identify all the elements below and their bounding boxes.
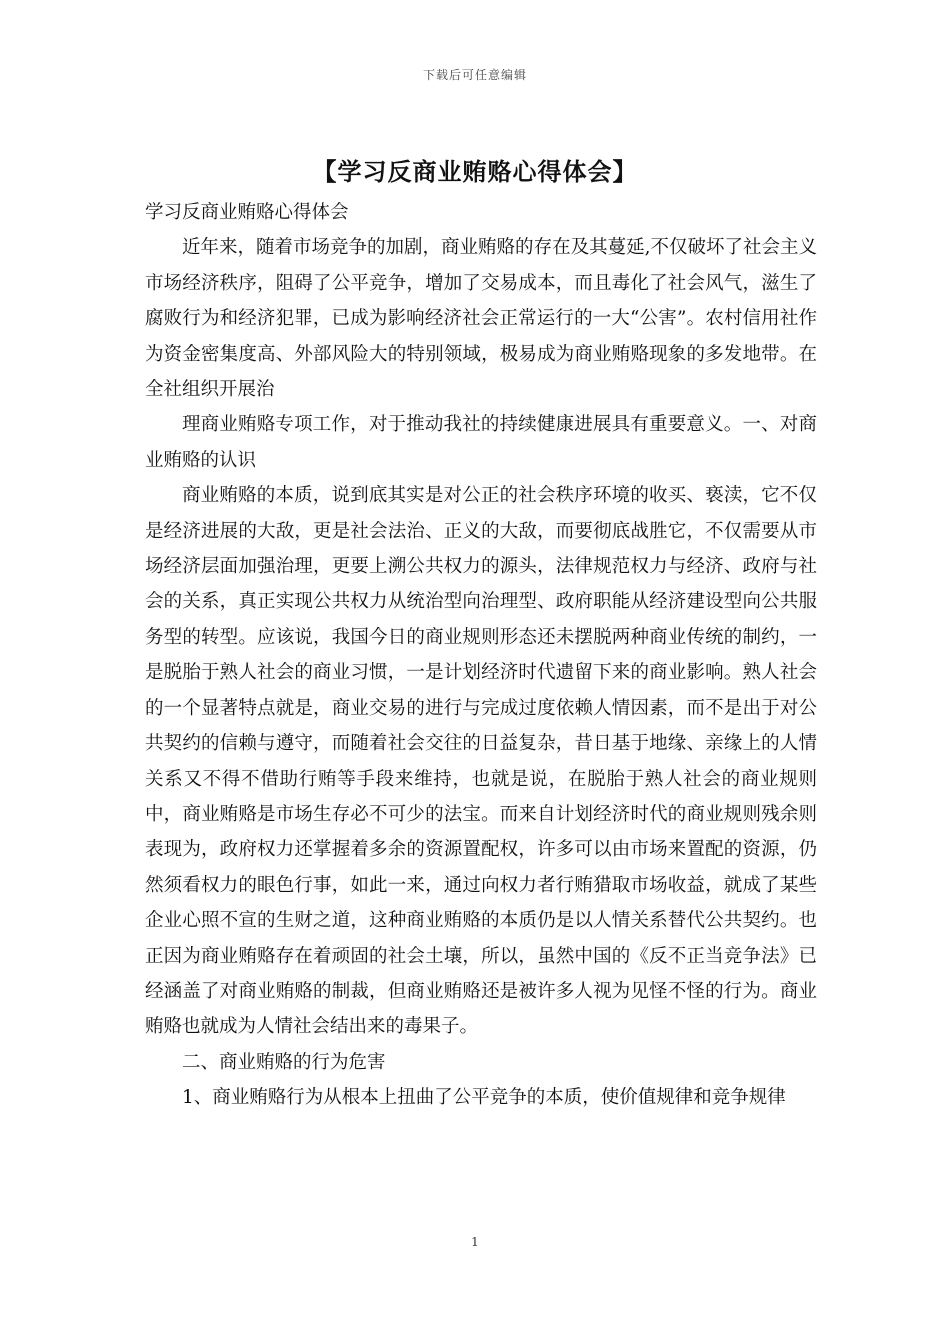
document-body bbox=[145, 195, 817, 1116]
section-heading: 二、商业贿赂的行为危害 bbox=[182, 1051, 386, 1073]
body-paragraph: 近年来，随着市场竞争的加剧，商业贿赂的存在及其蔓延,不仅破坏了社会主义市场经济秩序，阻碍了公平竞争，增加了交易成本，而且毒化了社会风气，滋生了腐败行为和经济犯罪，已成为影响经济社会正常运行的一大“公害”。农村信用社作为资金密集度高、外部风险大的特别领域，极易成为商业贿赂现象的多发地带。在全社组织开展治 bbox=[145, 237, 817, 401]
body-paragraph: 商业贿赂的本质，说到底其实是对公正的社会秩序环境的收买、亵渎，它不仅是经济进展的大敌，更是社会法治、正义的大敌，而要彻底战胜它，不仅需要从市场经济层面加强治理，更要上溯公共权力的源头，法律规范权力与经济、政府与社会的关系，真正实现公共权力从统治型向治理型、政府职能从经济建设型向公共服务型的转型。应该说，我国今日的商业规则形态还未摆脱两种商业传统的制约，一是脱胎于熟人社会的商业习惯，一是计划经济时代遗留下来的商业影响。熟人社会的一个显著特点就是，商业交易的进行与完成过度依赖人情因素，而不是出于对公共契约的信赖与遵守，而随着社会交往的日益复杂，昔日基于地缘、亲缘上的人情关系又不得不借助行贿等手段来维持，也就是说，在脱胎于熟人社会的商业规则中，商业贿赂是市场生存必不可少的法宝。而来自计划经济时代的商业规则残余则表现为，政府权力还掌握着多余的资源置配权，许多可以由市场来置配的资源，仍然须看权力的眼色行事，如此一来，通过向权力者行贿猎取市场收益，就成了某些企业心照不宣的生财之道，这种商业贿赂的本质仍是以人情关系替代公共契约。也正因为商业贿赂存在着顽固的社会土壤，所以，虽然中国的《反不正当竞争法》已经涵盖了对商业贿赂的制裁，但商业贿赂还是被许多人视为见怪不怪的行为。商业贿赂也就成为人情社会结出来的毒果子。 bbox=[145, 485, 817, 1038]
document-title: 【学习反商业贿赂心得体会】 bbox=[312, 157, 638, 186]
subtitle-paragraph: 学习反商业贿赂心得体会 bbox=[145, 202, 349, 223]
body-paragraph: 1、商业贿赂行为从根本上扭曲了公平竞争的本质，使价值规律和竞争规律 bbox=[182, 1087, 786, 1109]
body-paragraph: 理商业贿赂专项工作，对于推动我社的持续健康进展具有重要意义。一、对商业贿赂的认识 bbox=[145, 414, 817, 471]
header-note: 下载后可任意编辑 bbox=[422, 68, 527, 82]
page-number: 1 bbox=[471, 1235, 479, 1249]
